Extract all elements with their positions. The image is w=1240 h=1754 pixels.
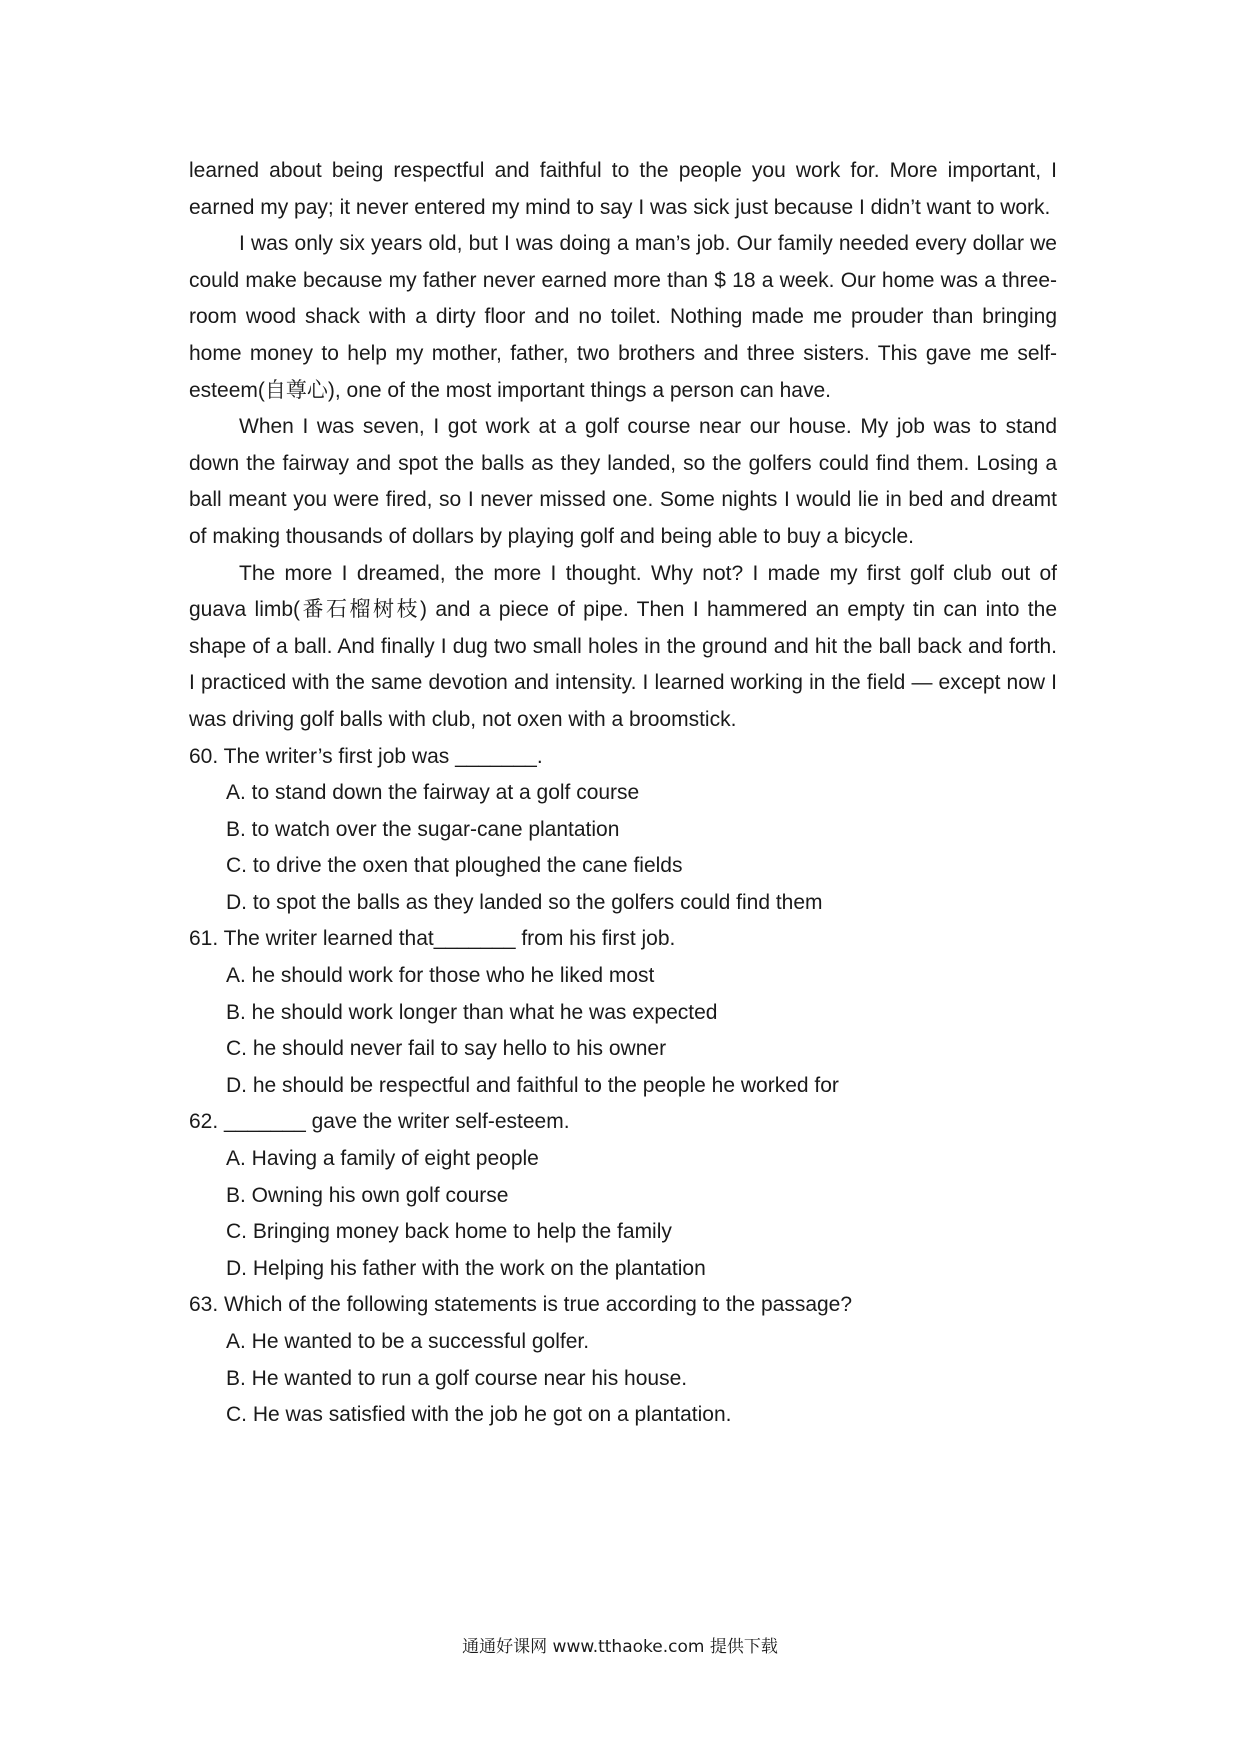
option-a: A. he should work for those who he liked most — [226, 964, 655, 988]
passage-paragraph-4: The more I dreamed, the more I thought. Why not? I made my first golf club out of guava limb(番石榴树枝) and a piece of pipe. Then I hammered an empty tin can into the shape of a ball. And finally I dug two small holes in the ground and hit the ball back and forth. I practiced with the same devotion and intensity. I learned working in the field — except now I was driving golf balls with club, not oxen with a broomstick. — [189, 561, 1057, 731]
option-b: B. he should work longer than what he was expected — [226, 1000, 718, 1024]
document-page — [189, 153, 1057, 1434]
question-60 — [189, 739, 1057, 922]
question-stem: 62. _______ gave the writer self-esteem. — [189, 1110, 570, 1134]
option-a: A. He wanted to be a successful golfer. — [226, 1330, 590, 1353]
question-62 — [189, 1104, 1057, 1287]
passage-paragraph-3: When I was seven, I got work at a golf course near our house. My job was to stand down the fairway and spot the balls as they landed, so the golfers could find them. Losing a ball meant you were fired, so I never missed one. Some nights I would lie in bed and dreamt of making thousands of dollars by playing golf and being able to buy a bicycle. — [189, 415, 1057, 548]
option-a: A. to stand down the fairway at a golf course — [226, 781, 640, 805]
option-d: D. he should be respectful and faithful to the people he worked for — [226, 1073, 839, 1097]
question-63 — [189, 1287, 1057, 1433]
page-footer: 通通好课网 www.tthaoke.com 提供下载 — [462, 1637, 778, 1657]
option-c: C. He was satisfied with the job he got on a plantation. — [226, 1403, 732, 1427]
option-c: C. to drive the oxen that ploughed the cane fields — [226, 854, 683, 878]
question-stem: 63. Which of the following statements is true according to the passage? — [189, 1293, 853, 1317]
option-d: D. Helping his father with the work on the plantation — [226, 1256, 706, 1280]
option-b: B. to watch over the sugar-cane plantation — [226, 817, 620, 841]
option-c: C. Bringing money back home to help the family — [226, 1220, 672, 1244]
question-stem: 61. The writer learned that_______ from his first job. — [189, 927, 676, 951]
option-b: B. He wanted to run a golf course near his house. — [226, 1366, 688, 1390]
option-d: D. to spot the balls as they landed so the golfers could find them — [226, 890, 823, 914]
option-b: B. Owning his own golf course — [226, 1183, 509, 1207]
question-61 — [189, 921, 1057, 1104]
question-stem: 60. The writer’s first job was _______. — [189, 744, 543, 768]
option-c: C. he should never fail to say hello to his owner — [226, 1037, 667, 1061]
option-a: A. Having a family of eight people — [226, 1147, 539, 1171]
passage-paragraph-1: learned about being respectful and faithful to the people you work for. More important, I earned my pay; it never entered my mind to say I was sick just because I didn’t want to work. — [189, 159, 1057, 219]
passage-paragraph-2: I was only six years old, but I was doing a man’s job. Our family needed every dollar we could make because my father never earned more than $ 18 a week. Our home was a three-room wood shack with a dirty floor and no toilet. Nothing made me prouder than bringing home money to help my mother, father, two brothers and three sisters. This gave me self-esteem(自尊心), one of the most important things a person can have. — [189, 232, 1057, 402]
